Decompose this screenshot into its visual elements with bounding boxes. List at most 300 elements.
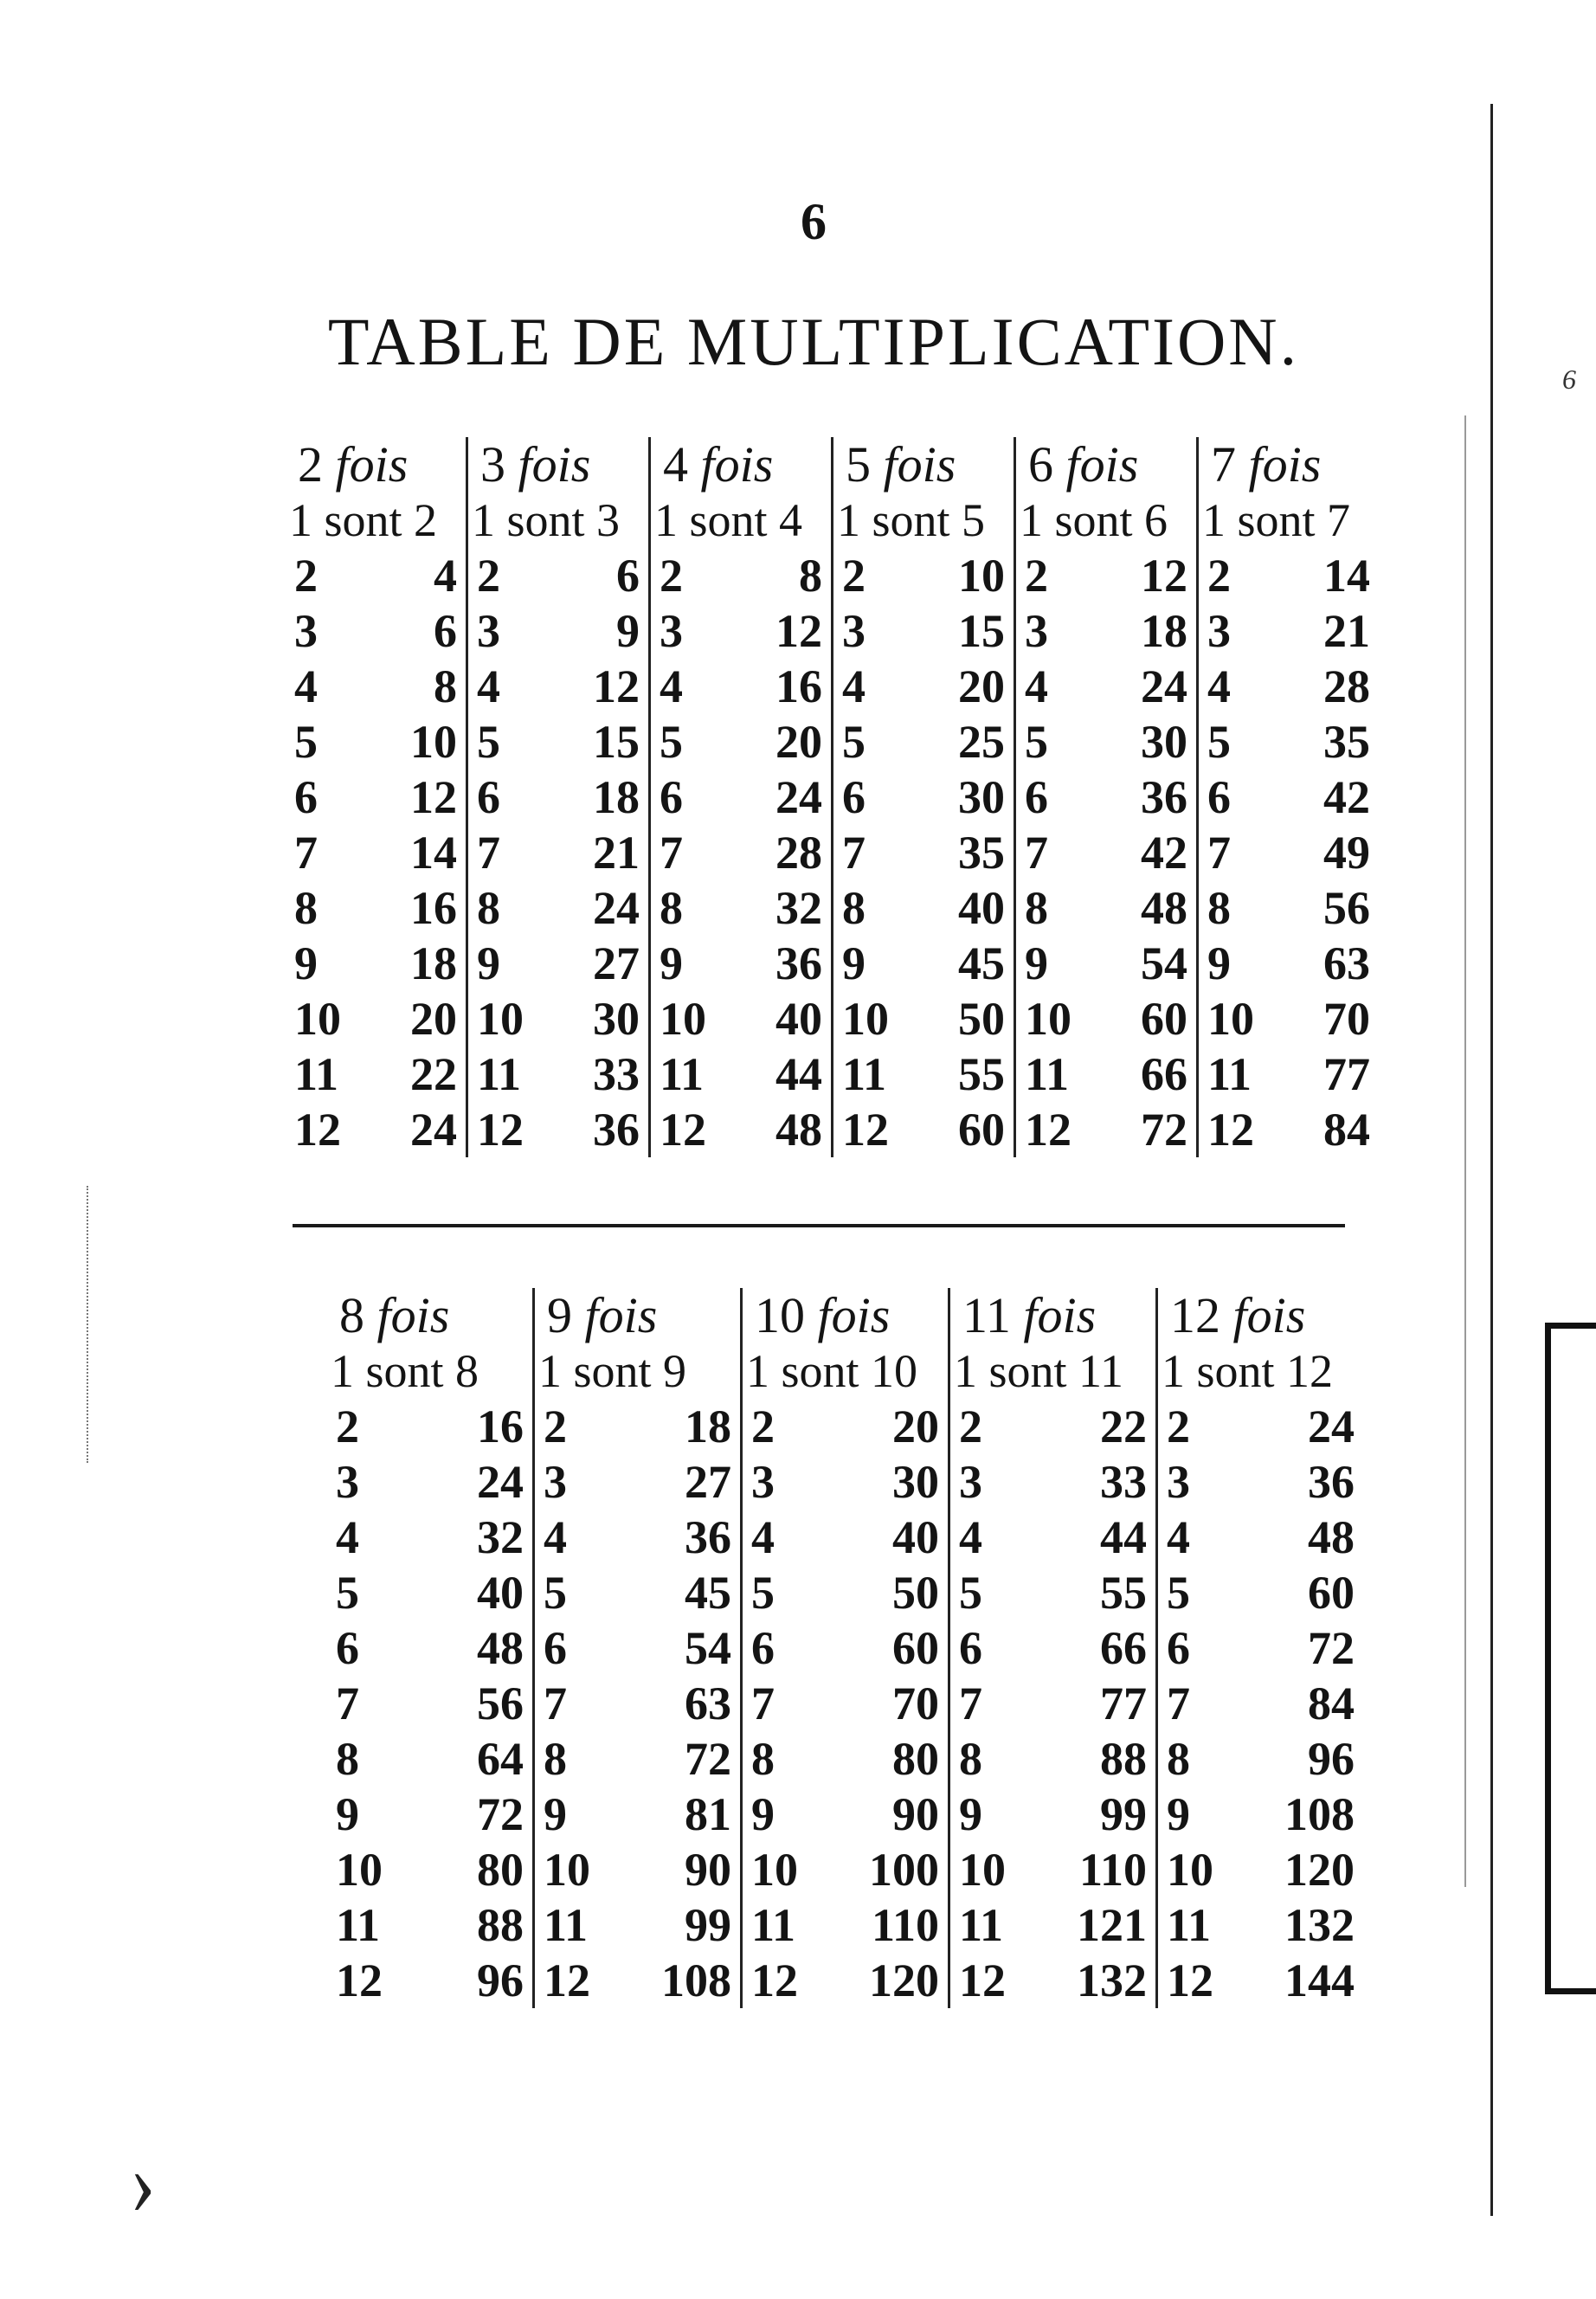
table-row <box>833 603 1014 659</box>
product: 96 <box>1308 1733 1355 1785</box>
table-row <box>286 1102 466 1157</box>
table-column-4 <box>648 437 831 1157</box>
table-row <box>327 1454 532 1510</box>
product: 20 <box>410 993 457 1045</box>
multiplicand: 5 <box>842 716 866 768</box>
table-row <box>743 1787 948 1842</box>
fois-word: fois <box>700 436 774 493</box>
multiplicand: 8 <box>336 1733 359 1785</box>
table-row <box>327 1399 532 1454</box>
table-row <box>950 1731 1155 1787</box>
multiplicand: 10 <box>336 1844 383 1896</box>
table-row <box>1199 1046 1379 1102</box>
table-row <box>1016 714 1196 770</box>
multiplicand: 8 <box>477 882 500 934</box>
table-row <box>833 548 1014 603</box>
table-row <box>535 1842 740 1897</box>
column-header <box>327 1288 532 1343</box>
multiplicand: 5 <box>336 1567 359 1619</box>
product: 20 <box>775 716 822 768</box>
table-row <box>1016 548 1196 603</box>
first-row-label: 1 sont 9 <box>538 1345 687 1397</box>
product: 21 <box>593 827 640 879</box>
table-row <box>651 603 831 659</box>
margin-marks <box>87 1186 114 1463</box>
table-row <box>286 548 466 603</box>
adjacent-page-frame <box>1545 1323 1596 1994</box>
multiplicand: 2 <box>1207 550 1231 602</box>
table-row <box>1158 1399 1363 1454</box>
table-row <box>833 991 1014 1046</box>
table-row <box>1199 603 1379 659</box>
table-row <box>1016 825 1196 880</box>
table-row <box>1158 1787 1363 1842</box>
multiplicand: 4 <box>959 1511 982 1563</box>
first-row-label: 1 sont 8 <box>331 1345 479 1397</box>
product: 20 <box>958 660 1005 712</box>
product: 70 <box>1323 993 1370 1045</box>
product: 28 <box>1323 660 1370 712</box>
table-row <box>950 1399 1155 1454</box>
product: 108 <box>661 1954 731 2006</box>
product: 12 <box>593 660 640 712</box>
multiplicand: 2 <box>336 1401 359 1452</box>
product: 6 <box>434 605 457 657</box>
multiplicand: 4 <box>751 1511 775 1563</box>
table-row <box>1016 880 1196 936</box>
multiplicand: 9 <box>959 1788 982 1840</box>
multiplicand: 4 <box>842 660 866 712</box>
table-row <box>950 1842 1155 1897</box>
product: 36 <box>593 1104 640 1156</box>
multiplicand: 3 <box>751 1456 775 1508</box>
multiplier: 10 <box>755 1287 805 1343</box>
multiplicand: 6 <box>544 1622 567 1674</box>
fois-word: fois <box>376 1287 450 1343</box>
table-row <box>468 825 648 880</box>
multiplicand: 12 <box>660 1104 706 1156</box>
multiplicand: 10 <box>1207 993 1254 1045</box>
column-header <box>1158 1288 1363 1343</box>
multiplicand: 2 <box>477 550 500 602</box>
table-row <box>1199 659 1379 714</box>
table-column-12 <box>1155 1288 1363 2008</box>
table-row <box>1016 1102 1196 1157</box>
table-row <box>327 1620 532 1676</box>
column-header <box>833 437 1014 493</box>
product: 33 <box>1100 1456 1147 1508</box>
product: 90 <box>685 1844 731 1896</box>
multiplicand: 12 <box>959 1954 1006 2006</box>
multiplicand: 10 <box>959 1844 1006 1896</box>
first-row-label: 1 sont 3 <box>472 494 621 546</box>
product: 120 <box>869 1954 939 2006</box>
multiplicand: 9 <box>842 937 866 989</box>
table-row <box>468 1046 648 1102</box>
fois-word: fois <box>335 436 409 493</box>
table-column-5 <box>831 437 1014 1157</box>
product: 30 <box>958 771 1005 823</box>
product: 10 <box>410 716 457 768</box>
multiplicand: 12 <box>336 1954 383 2006</box>
multiplicand: 2 <box>660 550 683 602</box>
table-row <box>1158 1510 1363 1565</box>
multiplicand: 2 <box>1167 1401 1190 1452</box>
table-row <box>535 1953 740 2008</box>
fois-word: fois <box>1248 436 1322 493</box>
product: 88 <box>1100 1733 1147 1785</box>
table-row <box>1158 1953 1363 2008</box>
product: 25 <box>958 716 1005 768</box>
table-row <box>1199 936 1379 991</box>
page-title: TABLE DE MULTIPLICATION. <box>327 304 1300 379</box>
product: 24 <box>410 1104 457 1156</box>
table-row <box>1158 1454 1363 1510</box>
multiplier: 8 <box>339 1287 364 1343</box>
product: 30 <box>892 1456 939 1508</box>
multiplicand: 4 <box>1167 1511 1190 1563</box>
table-row <box>1199 880 1379 936</box>
product: 14 <box>410 827 457 879</box>
multiplicand: 6 <box>1167 1622 1190 1674</box>
first-row-label: 1 sont 2 <box>289 494 438 546</box>
table-row <box>833 659 1014 714</box>
multiplier: 7 <box>1211 436 1236 493</box>
product: 32 <box>775 882 822 934</box>
multiplicand: 8 <box>959 1733 982 1785</box>
product: 28 <box>775 827 822 879</box>
product: 132 <box>1284 1899 1355 1951</box>
multiplicand: 9 <box>544 1788 567 1840</box>
product: 88 <box>477 1899 524 1951</box>
table-row <box>950 1953 1155 2008</box>
multiplicand: 8 <box>1207 882 1231 934</box>
product: 49 <box>1323 827 1370 879</box>
column-header <box>535 1288 740 1343</box>
table-row <box>1199 825 1379 880</box>
table-row <box>651 548 831 603</box>
product: 36 <box>775 937 822 989</box>
table-row <box>743 1454 948 1510</box>
multiplicand: 3 <box>1207 605 1231 657</box>
product: 18 <box>593 771 640 823</box>
multiplicand: 9 <box>1207 937 1231 989</box>
table-row <box>651 825 831 880</box>
multiplicand: 6 <box>477 771 500 823</box>
multiplicand: 11 <box>477 1048 522 1100</box>
multiplier: 4 <box>663 436 688 493</box>
product: 16 <box>775 660 822 712</box>
product: 121 <box>1077 1899 1147 1951</box>
product: 132 <box>1077 1954 1147 2006</box>
table-row <box>833 1102 1014 1157</box>
product: 64 <box>477 1733 524 1785</box>
table-row <box>1016 1046 1196 1102</box>
table-row <box>743 1510 948 1565</box>
first-row-label: 1 sont 7 <box>1202 494 1351 546</box>
table-row <box>833 770 1014 825</box>
multiplicand: 11 <box>1025 1048 1070 1100</box>
table-column-6 <box>1014 437 1196 1157</box>
first-row-label: 1 sont 12 <box>1162 1345 1334 1397</box>
product: 60 <box>1141 993 1187 1045</box>
product: 27 <box>593 937 640 989</box>
table-row <box>1158 1842 1363 1897</box>
product: 55 <box>958 1048 1005 1100</box>
product: 40 <box>775 993 822 1045</box>
first-row-label: 1 sont 5 <box>837 494 986 546</box>
multiplicand: 7 <box>477 827 500 879</box>
multiplicand: 12 <box>1025 1104 1072 1156</box>
table-row <box>833 714 1014 770</box>
table-row <box>833 825 1014 880</box>
multiplicand: 4 <box>660 660 683 712</box>
table-row <box>535 1731 740 1787</box>
multiplicand: 11 <box>959 1899 1004 1951</box>
column-header <box>651 437 831 493</box>
fois-word: fois <box>584 1287 658 1343</box>
product: 14 <box>1323 550 1370 602</box>
multiplicand: 11 <box>842 1048 887 1100</box>
column-header <box>743 1288 948 1343</box>
multiplicand: 11 <box>1207 1048 1252 1100</box>
multiplicand: 6 <box>660 771 683 823</box>
product: 12 <box>775 605 822 657</box>
table-row <box>651 659 831 714</box>
product: 63 <box>1323 937 1370 989</box>
multiplicand: 11 <box>294 1048 339 1100</box>
product: 72 <box>1141 1104 1187 1156</box>
table-row <box>327 1787 532 1842</box>
multiplicand: 7 <box>336 1678 359 1729</box>
table-row <box>1158 1731 1363 1787</box>
multiplicand: 7 <box>751 1678 775 1729</box>
multiplicand: 10 <box>477 993 524 1045</box>
multiplicand: 3 <box>1025 605 1048 657</box>
multiplicand: 8 <box>842 882 866 934</box>
multiplicand: 3 <box>959 1456 982 1508</box>
product: 40 <box>958 882 1005 934</box>
first-row-label: 1 sont 10 <box>746 1345 918 1397</box>
product: 18 <box>1141 605 1187 657</box>
product: 20 <box>892 1401 939 1452</box>
multiplicand: 3 <box>1167 1456 1190 1508</box>
table-row <box>1199 714 1379 770</box>
corner-mark: › <box>130 2131 156 2234</box>
multiplicand: 10 <box>751 1844 798 1896</box>
fois-word: fois <box>1065 436 1139 493</box>
multiplier: 2 <box>298 436 323 493</box>
table-row <box>950 1897 1155 1953</box>
table-row <box>535 1787 740 1842</box>
product: 32 <box>477 1511 524 1563</box>
multiplicand: 5 <box>660 716 683 768</box>
table-row <box>1199 1102 1379 1157</box>
table-row <box>468 770 648 825</box>
product: 12 <box>410 771 457 823</box>
table-row <box>286 714 466 770</box>
multiplicand: 8 <box>751 1733 775 1785</box>
product: 48 <box>775 1104 822 1156</box>
table-row <box>743 1565 948 1620</box>
table-row <box>950 1676 1155 1731</box>
multiplicand: 7 <box>1207 827 1231 879</box>
table-row <box>535 1565 740 1620</box>
table-row <box>1016 936 1196 991</box>
product: 40 <box>892 1511 939 1563</box>
section-divider <box>293 1224 1345 1227</box>
multiplicand: 4 <box>1207 660 1231 712</box>
product: 60 <box>892 1622 939 1674</box>
table-row <box>286 1046 466 1102</box>
multiplicand: 5 <box>1167 1567 1190 1619</box>
multiplicand: 2 <box>544 1401 567 1452</box>
multiplicand: 10 <box>842 993 889 1045</box>
table-row <box>468 548 648 603</box>
table-column-2 <box>286 437 466 1157</box>
page-number: 6 <box>801 193 827 250</box>
product: 80 <box>477 1844 524 1896</box>
product: 35 <box>1323 716 1370 768</box>
product: 99 <box>685 1899 731 1951</box>
multiplicand: 10 <box>294 993 341 1045</box>
multiplicand: 12 <box>544 1954 590 2006</box>
product: 77 <box>1323 1048 1370 1100</box>
multiplicand: 6 <box>1207 771 1231 823</box>
multiplicand: 5 <box>294 716 318 768</box>
multiplicand: 12 <box>294 1104 341 1156</box>
product: 60 <box>1308 1567 1355 1619</box>
multiplicand: 5 <box>477 716 500 768</box>
product: 30 <box>593 993 640 1045</box>
multiplier: 3 <box>480 436 505 493</box>
product: 15 <box>593 716 640 768</box>
table-row <box>1199 548 1379 603</box>
multiplier: 12 <box>1170 1287 1220 1343</box>
product: 110 <box>1078 1844 1147 1896</box>
table-row <box>286 603 466 659</box>
table-row <box>743 1399 948 1454</box>
product: 35 <box>958 827 1005 879</box>
product: 6 <box>616 550 640 602</box>
table-row <box>535 1620 740 1676</box>
product: 8 <box>434 660 457 712</box>
multiplicand: 7 <box>660 827 683 879</box>
product: 48 <box>1308 1511 1355 1563</box>
product: 144 <box>1284 1954 1355 2006</box>
table-row <box>327 1510 532 1565</box>
multiplicand: 9 <box>336 1788 359 1840</box>
multiplicand: 6 <box>959 1622 982 1674</box>
product: 40 <box>477 1567 524 1619</box>
product: 54 <box>1141 937 1187 989</box>
table-row <box>743 1731 948 1787</box>
product: 15 <box>958 605 1005 657</box>
table-row <box>286 770 466 825</box>
fois-word: fois <box>1232 1287 1306 1343</box>
multiplicand: 11 <box>1167 1899 1212 1951</box>
multiplicand: 9 <box>477 937 500 989</box>
product: 84 <box>1308 1678 1355 1729</box>
table-row <box>1016 991 1196 1046</box>
table-row <box>535 1897 740 1953</box>
multiplicand: 5 <box>544 1567 567 1619</box>
table-row <box>1199 991 1379 1046</box>
product: 22 <box>410 1048 457 1100</box>
product: 66 <box>1141 1048 1187 1100</box>
table-row <box>468 714 648 770</box>
table-row <box>1016 603 1196 659</box>
table-row <box>833 1046 1014 1102</box>
table-row <box>468 880 648 936</box>
multiplicand: 3 <box>294 605 318 657</box>
multiplicand: 11 <box>660 1048 705 1100</box>
product: 80 <box>892 1733 939 1785</box>
first-row-label: 1 sont 6 <box>1020 494 1168 546</box>
adjacent-page-mark: 6 <box>1562 364 1576 395</box>
table-row <box>950 1454 1155 1510</box>
table-row <box>468 991 648 1046</box>
product: 48 <box>477 1622 524 1674</box>
product: 16 <box>410 882 457 934</box>
table-row <box>286 991 466 1046</box>
multiplicand: 10 <box>660 993 706 1045</box>
product: 24 <box>1141 660 1187 712</box>
multiplicand: 12 <box>751 1954 798 2006</box>
table-row <box>950 1620 1155 1676</box>
table-row <box>743 1953 948 2008</box>
multiplicand: 5 <box>751 1567 775 1619</box>
multiplicand: 8 <box>660 882 683 934</box>
product: 45 <box>685 1567 731 1619</box>
table-row <box>833 880 1014 936</box>
multiplicand: 7 <box>544 1678 567 1729</box>
multiplicand: 7 <box>1025 827 1048 879</box>
product: 21 <box>1323 605 1370 657</box>
multiplicand: 11 <box>544 1899 589 1951</box>
table-row <box>1016 659 1196 714</box>
table-row <box>651 1102 831 1157</box>
product: 18 <box>685 1401 731 1452</box>
product: 90 <box>892 1788 939 1840</box>
multiplicand: 8 <box>294 882 318 934</box>
multiplier: 9 <box>547 1287 572 1343</box>
multiplicand: 5 <box>1207 716 1231 768</box>
table-row <box>1158 1897 1363 1953</box>
multiplicand: 9 <box>294 937 318 989</box>
multiplicand: 3 <box>544 1456 567 1508</box>
product: 12 <box>1141 550 1187 602</box>
product: 84 <box>1323 1104 1370 1156</box>
multiplicand: 7 <box>294 827 318 879</box>
table-row <box>651 991 831 1046</box>
product: 9 <box>616 605 640 657</box>
multiplicand: 8 <box>1025 882 1048 934</box>
product: 8 <box>799 550 822 602</box>
product: 18 <box>410 937 457 989</box>
column-header <box>1199 437 1379 493</box>
column-header <box>950 1288 1155 1343</box>
product: 36 <box>1308 1456 1355 1508</box>
table-row <box>286 936 466 991</box>
column-header <box>286 437 466 493</box>
multiplicand: 6 <box>842 771 866 823</box>
table-row <box>327 1842 532 1897</box>
table-row <box>651 880 831 936</box>
multiplicand: 9 <box>660 937 683 989</box>
table-row <box>651 936 831 991</box>
product: 45 <box>958 937 1005 989</box>
